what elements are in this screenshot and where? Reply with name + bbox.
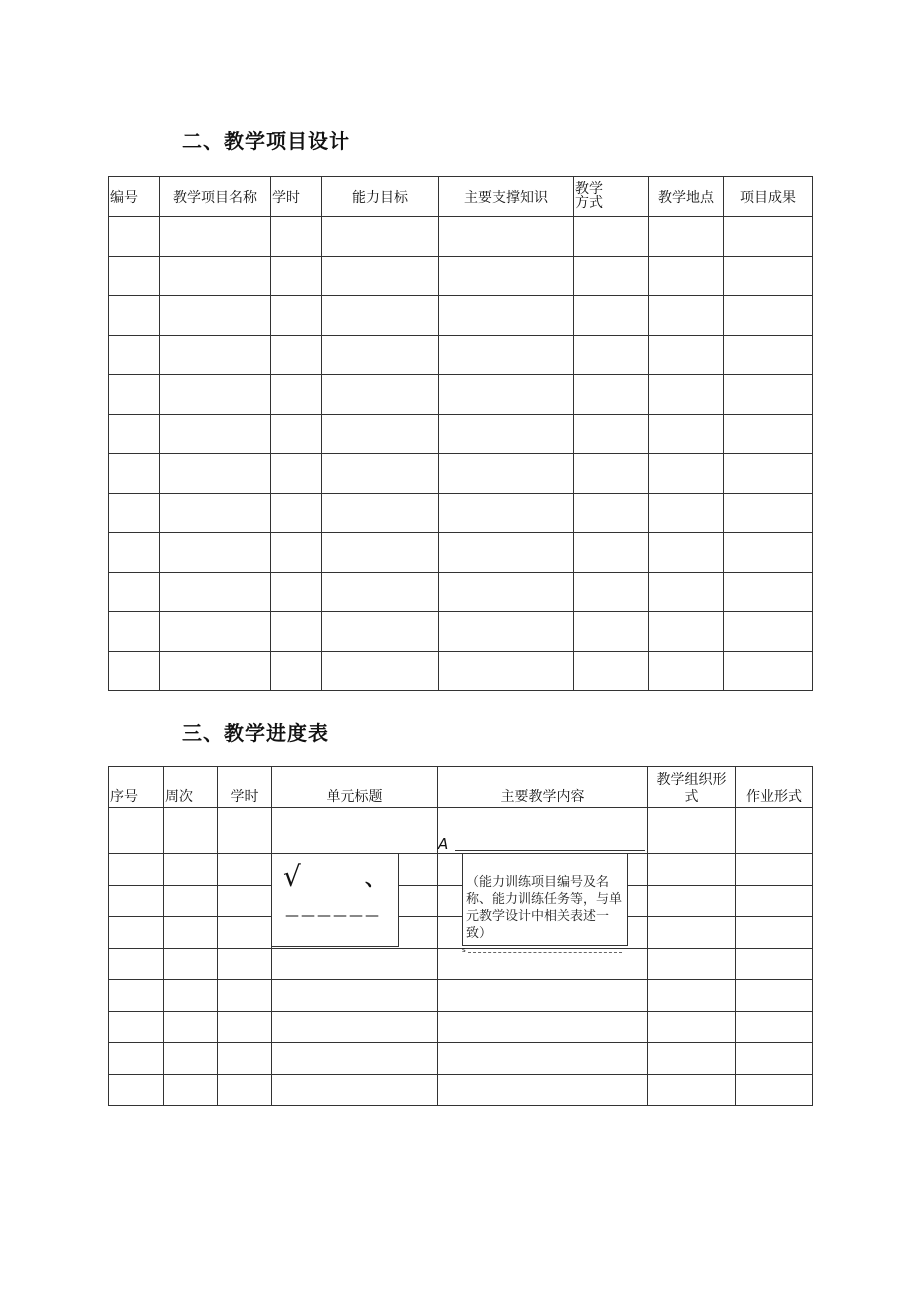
table-cell[interactable] bbox=[724, 454, 813, 494]
s-dotted-line bbox=[468, 952, 622, 953]
table-cell[interactable] bbox=[322, 493, 439, 533]
table-cell[interactable] bbox=[574, 217, 649, 257]
table-cell[interactable] bbox=[271, 256, 322, 296]
table-cell[interactable] bbox=[574, 533, 649, 573]
header-cell-hours: 学时 bbox=[271, 177, 322, 217]
table-cell[interactable] bbox=[109, 885, 164, 917]
table-cell[interactable] bbox=[109, 948, 164, 980]
table-cell[interactable] bbox=[574, 335, 649, 375]
table-cell[interactable] bbox=[724, 533, 813, 573]
table-cell[interactable] bbox=[109, 1074, 164, 1106]
table-row bbox=[109, 296, 813, 336]
table-cell[interactable] bbox=[164, 854, 218, 886]
table-cell[interactable] bbox=[439, 493, 574, 533]
table-cell[interactable] bbox=[272, 1043, 438, 1075]
dash-line: —————— bbox=[285, 908, 381, 924]
table-cell[interactable] bbox=[439, 375, 574, 415]
table-cell[interactable] bbox=[736, 1011, 813, 1043]
table-cell[interactable] bbox=[272, 948, 438, 980]
table-cell[interactable] bbox=[724, 572, 813, 612]
header-cell-homework-form: 作业形式 bbox=[736, 767, 813, 808]
table-cell[interactable] bbox=[109, 917, 164, 949]
table-cell[interactable] bbox=[649, 375, 724, 415]
table-row bbox=[109, 414, 813, 454]
table-cell[interactable] bbox=[164, 1011, 218, 1043]
teaching-method-line-2: 方式 bbox=[575, 195, 603, 211]
table-cell[interactable] bbox=[322, 375, 439, 415]
table-cell[interactable] bbox=[724, 493, 813, 533]
table-cell[interactable] bbox=[272, 1074, 438, 1106]
table-cell[interactable] bbox=[736, 980, 813, 1012]
table-cell[interactable] bbox=[218, 917, 272, 949]
a-underline bbox=[455, 850, 645, 851]
table-row bbox=[109, 1074, 813, 1106]
table-cell[interactable] bbox=[724, 612, 813, 652]
table-cell[interactable] bbox=[164, 1074, 218, 1106]
table-cell[interactable] bbox=[164, 980, 218, 1012]
table-cell[interactable] bbox=[272, 808, 438, 854]
header-cell-org-form bbox=[648, 767, 736, 808]
table-cell[interactable] bbox=[271, 533, 322, 573]
table-row bbox=[109, 1011, 813, 1043]
table-cell[interactable] bbox=[271, 493, 322, 533]
table-cell[interactable] bbox=[109, 335, 160, 375]
table-cell[interactable] bbox=[439, 651, 574, 691]
header-cell-project-outcome: 项目成果 bbox=[724, 177, 813, 217]
table-cell[interactable] bbox=[218, 948, 272, 980]
table-cell[interactable] bbox=[164, 948, 218, 980]
table-row bbox=[109, 1043, 813, 1075]
table-cell[interactable] bbox=[438, 1074, 648, 1106]
table-cell[interactable] bbox=[724, 217, 813, 257]
table-cell[interactable] bbox=[724, 296, 813, 336]
a-label: A bbox=[438, 835, 449, 853]
table-cell[interactable] bbox=[724, 651, 813, 691]
table-cell[interactable] bbox=[439, 612, 574, 652]
table-cell[interactable] bbox=[160, 572, 271, 612]
table-cell[interactable] bbox=[648, 1011, 736, 1043]
table-cell[interactable] bbox=[322, 651, 439, 691]
table-cell[interactable] bbox=[648, 948, 736, 980]
table-cell[interactable] bbox=[649, 572, 724, 612]
table-cell[interactable] bbox=[649, 533, 724, 573]
header-cell-project-name: 教学项目名称 bbox=[160, 177, 271, 217]
table-cell[interactable] bbox=[322, 217, 439, 257]
header-cell-number: 编号 bbox=[109, 177, 160, 217]
table-cell[interactable] bbox=[574, 612, 649, 652]
table-cell[interactable] bbox=[322, 256, 439, 296]
table-row bbox=[109, 885, 813, 917]
table-row bbox=[109, 854, 813, 886]
table-cell[interactable] bbox=[736, 917, 813, 949]
table-cell[interactable] bbox=[109, 572, 160, 612]
table-cell[interactable] bbox=[322, 572, 439, 612]
table-cell[interactable] bbox=[218, 885, 272, 917]
table-cell[interactable] bbox=[271, 454, 322, 494]
table-cell[interactable] bbox=[164, 808, 218, 854]
table-cell[interactable] bbox=[322, 296, 439, 336]
table-row bbox=[109, 808, 813, 854]
table-cell[interactable] bbox=[724, 414, 813, 454]
table-header-row bbox=[109, 767, 813, 808]
table-header-row bbox=[109, 177, 813, 217]
table-cell[interactable] bbox=[160, 296, 271, 336]
table-cell[interactable] bbox=[648, 854, 736, 886]
header-cell-hours: 学时 bbox=[218, 767, 272, 808]
table-cell[interactable] bbox=[438, 808, 648, 854]
table-row bbox=[109, 217, 813, 257]
table-cell[interactable] bbox=[322, 335, 439, 375]
table-cell[interactable] bbox=[648, 1074, 736, 1106]
table-cell[interactable] bbox=[724, 335, 813, 375]
table-row bbox=[109, 375, 813, 415]
table-row bbox=[109, 493, 813, 533]
table-cell[interactable] bbox=[109, 651, 160, 691]
table-cell[interactable] bbox=[160, 335, 271, 375]
table-cell[interactable] bbox=[648, 808, 736, 854]
project-design-table bbox=[108, 176, 813, 691]
header-cell-seq: 序号 bbox=[109, 767, 164, 808]
table-row bbox=[109, 454, 813, 494]
table-cell[interactable] bbox=[218, 808, 272, 854]
table-cell[interactable] bbox=[109, 493, 160, 533]
table-cell[interactable] bbox=[438, 1011, 648, 1043]
table-row bbox=[109, 533, 813, 573]
table-cell[interactable] bbox=[160, 217, 271, 257]
table-cell[interactable] bbox=[109, 1011, 164, 1043]
table-row bbox=[109, 917, 813, 949]
table-cell[interactable] bbox=[272, 1011, 438, 1043]
content-note-box: （能力训练项目编号及名称、能力训练任务等，与单元教学设计中相关表述一致） bbox=[462, 853, 628, 946]
table-cell[interactable] bbox=[648, 917, 736, 949]
table-cell[interactable] bbox=[736, 948, 813, 980]
table-cell[interactable] bbox=[649, 454, 724, 494]
table-cell[interactable] bbox=[218, 1011, 272, 1043]
table-cell[interactable] bbox=[649, 493, 724, 533]
table-cell[interactable] bbox=[271, 612, 322, 652]
table-cell[interactable] bbox=[649, 296, 724, 336]
table-cell[interactable] bbox=[164, 885, 218, 917]
table-cell[interactable] bbox=[109, 375, 160, 415]
table-cell[interactable] bbox=[438, 1043, 648, 1075]
table-cell[interactable] bbox=[218, 1043, 272, 1075]
table-cell[interactable] bbox=[271, 335, 322, 375]
header-cell-unit-title: 单元标题 bbox=[272, 767, 438, 808]
table-cell[interactable] bbox=[648, 980, 736, 1012]
table-cell[interactable] bbox=[109, 854, 164, 886]
table-cell[interactable] bbox=[322, 612, 439, 652]
table-cell[interactable] bbox=[160, 651, 271, 691]
table-cell[interactable] bbox=[574, 572, 649, 612]
table-row bbox=[109, 612, 813, 652]
table-cell[interactable] bbox=[218, 854, 272, 886]
table-cell[interactable] bbox=[574, 651, 649, 691]
table-cell[interactable] bbox=[649, 612, 724, 652]
table-cell[interactable] bbox=[724, 256, 813, 296]
table-cell[interactable] bbox=[648, 1043, 736, 1075]
table-cell[interactable] bbox=[574, 454, 649, 494]
table-cell[interactable] bbox=[160, 256, 271, 296]
table-row bbox=[109, 335, 813, 375]
section-title-project-design: 二、教学项目设计 bbox=[182, 129, 350, 153]
table-cell[interactable] bbox=[160, 612, 271, 652]
table-cell[interactable] bbox=[271, 414, 322, 454]
check-mark: √ bbox=[283, 860, 301, 893]
table-cell[interactable] bbox=[736, 1074, 813, 1106]
table-cell[interactable] bbox=[724, 375, 813, 415]
table-cell[interactable] bbox=[322, 414, 439, 454]
table-cell[interactable] bbox=[649, 414, 724, 454]
table-cell[interactable] bbox=[109, 612, 160, 652]
table-cell[interactable] bbox=[271, 375, 322, 415]
table-row bbox=[109, 651, 813, 691]
table-cell[interactable] bbox=[574, 256, 649, 296]
table-cell[interactable] bbox=[574, 296, 649, 336]
table-cell[interactable] bbox=[109, 1043, 164, 1075]
table-row bbox=[109, 572, 813, 612]
table-cell[interactable] bbox=[736, 854, 813, 886]
table-cell[interactable] bbox=[160, 375, 271, 415]
table-cell[interactable] bbox=[648, 885, 736, 917]
table-cell[interactable] bbox=[439, 414, 574, 454]
table-row bbox=[109, 256, 813, 296]
table-cell[interactable] bbox=[160, 454, 271, 494]
table-row bbox=[109, 980, 813, 1012]
table-cell[interactable] bbox=[736, 808, 813, 854]
table-cell[interactable] bbox=[160, 414, 271, 454]
table-cell[interactable] bbox=[574, 414, 649, 454]
org-form-line-1: 教学组织形 bbox=[656, 772, 727, 788]
table-cell[interactable] bbox=[439, 572, 574, 612]
header-cell-main-content: 主要教学内容 bbox=[438, 767, 648, 808]
org-form-line-2: 式 bbox=[684, 789, 699, 805]
table-cell[interactable] bbox=[271, 296, 322, 336]
table-cell[interactable] bbox=[649, 335, 724, 375]
table-cell[interactable] bbox=[109, 256, 160, 296]
table-cell[interactable] bbox=[439, 217, 574, 257]
table-cell[interactable] bbox=[218, 1074, 272, 1106]
section-title-schedule: 三、教学进度表 bbox=[182, 721, 329, 745]
header-cell-ability-goal: 能力目标 bbox=[322, 177, 439, 217]
table-cell[interactable] bbox=[574, 375, 649, 415]
table-cell[interactable] bbox=[164, 1043, 218, 1075]
table-cell[interactable] bbox=[109, 217, 160, 257]
table-cell[interactable] bbox=[218, 980, 272, 1012]
table-cell[interactable] bbox=[736, 885, 813, 917]
table-cell[interactable] bbox=[439, 533, 574, 573]
table-cell[interactable] bbox=[439, 335, 574, 375]
comma-mark: 、 bbox=[365, 866, 385, 890]
table-cell[interactable] bbox=[574, 493, 649, 533]
header-cell-support-knowledge: 主要支撑知识 bbox=[439, 177, 574, 217]
table-cell[interactable] bbox=[164, 917, 218, 949]
table-cell[interactable] bbox=[109, 414, 160, 454]
table-cell[interactable] bbox=[439, 454, 574, 494]
table-cell[interactable] bbox=[160, 493, 271, 533]
table-cell[interactable] bbox=[271, 572, 322, 612]
header-cell-teaching-method bbox=[574, 177, 649, 217]
table-cell[interactable] bbox=[109, 808, 164, 854]
table-cell[interactable] bbox=[272, 980, 438, 1012]
table-cell[interactable] bbox=[109, 533, 160, 573]
table-cell[interactable] bbox=[109, 296, 160, 336]
table-cell[interactable] bbox=[649, 256, 724, 296]
table-cell[interactable] bbox=[322, 454, 439, 494]
table-cell[interactable] bbox=[439, 296, 574, 336]
table-cell[interactable] bbox=[322, 533, 439, 573]
table-cell[interactable] bbox=[649, 651, 724, 691]
s-label: s bbox=[462, 946, 466, 954]
teaching-schedule-table bbox=[108, 766, 813, 1106]
table-cell[interactable] bbox=[271, 217, 322, 257]
table-cell[interactable] bbox=[736, 1043, 813, 1075]
table-cell[interactable] bbox=[649, 217, 724, 257]
header-cell-week: 周次 bbox=[164, 767, 218, 808]
table-cell[interactable] bbox=[109, 980, 164, 1012]
table-row bbox=[109, 948, 813, 980]
table-cell[interactable] bbox=[271, 651, 322, 691]
table-cell[interactable] bbox=[160, 533, 271, 573]
table-cell[interactable] bbox=[109, 454, 160, 494]
table-cell[interactable] bbox=[438, 980, 648, 1012]
table-cell[interactable] bbox=[439, 256, 574, 296]
header-cell-teaching-location: 教学地点 bbox=[649, 177, 724, 217]
teaching-method-line-1: 教学 bbox=[575, 181, 603, 197]
